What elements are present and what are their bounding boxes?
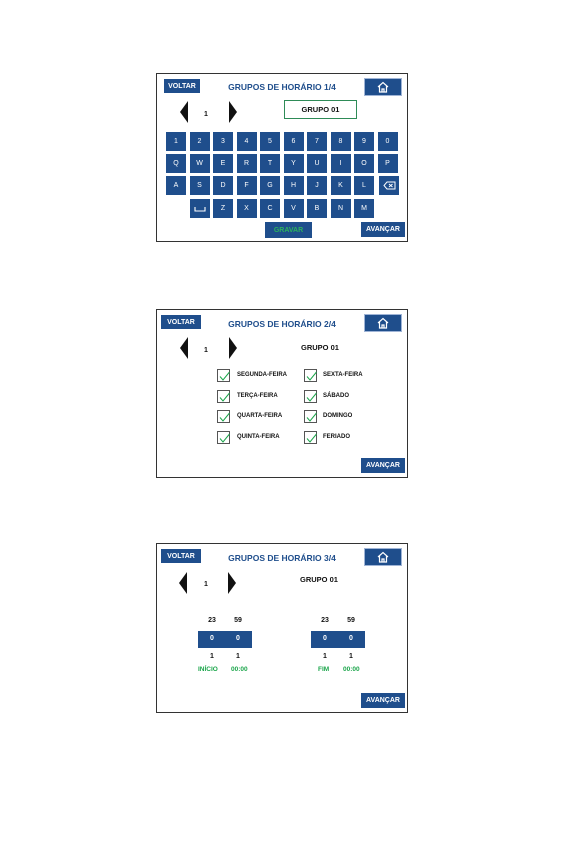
key[interactable]: I bbox=[331, 154, 351, 173]
home-button[interactable] bbox=[364, 548, 402, 566]
key[interactable]: 6 bbox=[284, 132, 304, 151]
day-label: DOMINGO bbox=[323, 413, 353, 419]
day-label: TERÇA-FEIRA bbox=[237, 392, 278, 399]
advance-button[interactable]: AVANÇAR bbox=[361, 222, 405, 237]
space-key[interactable] bbox=[190, 199, 210, 218]
start-time-display: 00:00 bbox=[231, 666, 248, 673]
key[interactable]: Q bbox=[166, 154, 186, 173]
end-label: FIM bbox=[318, 666, 330, 673]
advance-button[interactable]: AVANÇAR bbox=[361, 458, 405, 473]
key[interactable]: C bbox=[260, 199, 280, 218]
prev-arrow[interactable] bbox=[180, 337, 188, 359]
day-label: FERIADO bbox=[323, 433, 350, 440]
key[interactable]: 8 bbox=[331, 132, 351, 151]
day-label: QUARTA-FEIRA bbox=[237, 413, 283, 419]
key[interactable]: P bbox=[378, 154, 398, 173]
start-time-field[interactable] bbox=[198, 631, 252, 648]
backspace-key[interactable] bbox=[379, 176, 399, 195]
key[interactable]: J bbox=[307, 176, 327, 195]
key[interactable]: O bbox=[354, 154, 374, 173]
end-minute-min: 1 bbox=[349, 653, 353, 660]
next-arrow[interactable] bbox=[228, 572, 236, 594]
day-checkbox[interactable] bbox=[217, 390, 230, 403]
group-index: 1 bbox=[204, 111, 208, 118]
key[interactable]: E bbox=[213, 154, 233, 173]
start-minute-min: 1 bbox=[236, 653, 240, 660]
checkmark-icon bbox=[218, 391, 231, 404]
day-checkbox[interactable] bbox=[217, 431, 230, 444]
day-label: SÁBADO bbox=[323, 392, 350, 399]
home-icon bbox=[376, 317, 390, 329]
key[interactable]: 3 bbox=[213, 132, 233, 151]
key[interactable]: A bbox=[166, 176, 186, 195]
start-hour-max: 23 bbox=[208, 617, 216, 624]
key[interactable]: R bbox=[237, 154, 257, 173]
group-name: GRUPO 01 bbox=[301, 343, 339, 352]
checkmark-icon bbox=[218, 411, 231, 424]
end-time-display: 00:00 bbox=[343, 666, 360, 673]
backspace-icon bbox=[383, 181, 396, 190]
key[interactable]: D bbox=[213, 176, 233, 195]
day-label: SEXTA-FEIRA bbox=[323, 372, 363, 378]
space-icon bbox=[194, 206, 206, 212]
group-index: 1 bbox=[204, 347, 208, 354]
key[interactable]: K bbox=[331, 176, 351, 195]
start-hour-value[interactable]: 0 bbox=[210, 635, 214, 642]
day-checkbox[interactable] bbox=[304, 431, 317, 444]
key[interactable]: B bbox=[307, 199, 327, 218]
key[interactable]: M bbox=[354, 199, 374, 218]
prev-arrow[interactable] bbox=[179, 572, 187, 594]
key[interactable]: 2 bbox=[190, 132, 210, 151]
next-arrow[interactable] bbox=[229, 337, 237, 359]
day-label: SEGUNDA-FEIRA bbox=[237, 372, 288, 378]
key[interactable]: G bbox=[260, 176, 280, 195]
end-hour-max: 23 bbox=[321, 617, 329, 624]
day-checkbox[interactable] bbox=[217, 369, 230, 382]
group-name: GRUPO 01 bbox=[300, 575, 338, 584]
checkmark-icon bbox=[218, 432, 231, 445]
day-checkbox[interactable] bbox=[304, 390, 317, 403]
key[interactable]: 7 bbox=[307, 132, 327, 151]
screen-days bbox=[156, 309, 408, 478]
key[interactable]: 9 bbox=[354, 132, 374, 151]
key[interactable]: N bbox=[331, 199, 351, 218]
key[interactable]: 0 bbox=[378, 132, 398, 151]
key[interactable]: 5 bbox=[260, 132, 280, 151]
group-index: 1 bbox=[204, 581, 208, 588]
home-button[interactable] bbox=[364, 314, 402, 332]
home-icon bbox=[376, 81, 390, 93]
key[interactable]: F bbox=[237, 176, 257, 195]
screen-keyboard bbox=[156, 73, 408, 242]
start-hour-min: 1 bbox=[210, 653, 214, 660]
prev-arrow[interactable] bbox=[180, 101, 188, 123]
key[interactable]: T bbox=[260, 154, 280, 173]
key[interactable]: 1 bbox=[166, 132, 186, 151]
advance-button[interactable]: AVANÇAR bbox=[361, 693, 405, 708]
start-label: INÍCIO bbox=[198, 666, 218, 673]
key[interactable]: W bbox=[190, 154, 210, 173]
screen-times bbox=[156, 543, 408, 713]
start-minute-max: 59 bbox=[234, 617, 242, 624]
key[interactable]: X bbox=[237, 199, 257, 218]
day-label: QUINTA-FEIRA bbox=[237, 433, 280, 440]
start-minute-value[interactable]: 0 bbox=[236, 635, 240, 642]
day-checkbox[interactable] bbox=[304, 369, 317, 382]
checkmark-icon bbox=[305, 432, 318, 445]
back-button[interactable]: VOLTAR bbox=[161, 315, 201, 329]
checkmark-icon bbox=[305, 411, 318, 424]
home-button[interactable] bbox=[364, 78, 402, 96]
home-icon bbox=[376, 551, 390, 563]
day-checkbox[interactable] bbox=[217, 410, 230, 423]
group-name-input[interactable]: GRUPO 01 bbox=[284, 100, 357, 119]
end-minute-value[interactable]: 0 bbox=[349, 635, 353, 642]
checkmark-icon bbox=[305, 391, 318, 404]
key[interactable]: H bbox=[284, 176, 304, 195]
key[interactable]: S bbox=[190, 176, 210, 195]
end-hour-value[interactable]: 0 bbox=[323, 635, 327, 642]
day-checkbox[interactable] bbox=[304, 410, 317, 423]
key[interactable]: L bbox=[354, 176, 374, 195]
end-time-field[interactable] bbox=[311, 631, 365, 648]
key[interactable]: V bbox=[284, 199, 304, 218]
key[interactable]: Z bbox=[213, 199, 233, 218]
end-hour-min: 1 bbox=[323, 653, 327, 660]
save-button[interactable]: GRAVAR bbox=[265, 222, 312, 238]
next-arrow[interactable] bbox=[229, 101, 237, 123]
page-title: GRUPOS DE HORÁRIO 2/4 bbox=[228, 319, 336, 329]
back-button[interactable]: VOLTAR bbox=[164, 79, 200, 93]
end-minute-max: 59 bbox=[347, 617, 355, 624]
key[interactable]: 4 bbox=[237, 132, 257, 151]
key[interactable]: Y bbox=[284, 154, 304, 173]
page-title: GRUPOS DE HORÁRIO 1/4 bbox=[228, 82, 336, 92]
key[interactable]: U bbox=[307, 154, 327, 173]
checkmark-icon bbox=[305, 370, 318, 383]
back-button[interactable]: VOLTAR bbox=[161, 549, 201, 563]
checkmark-icon bbox=[218, 370, 231, 383]
page-title: GRUPOS DE HORÁRIO 3/4 bbox=[228, 553, 336, 563]
